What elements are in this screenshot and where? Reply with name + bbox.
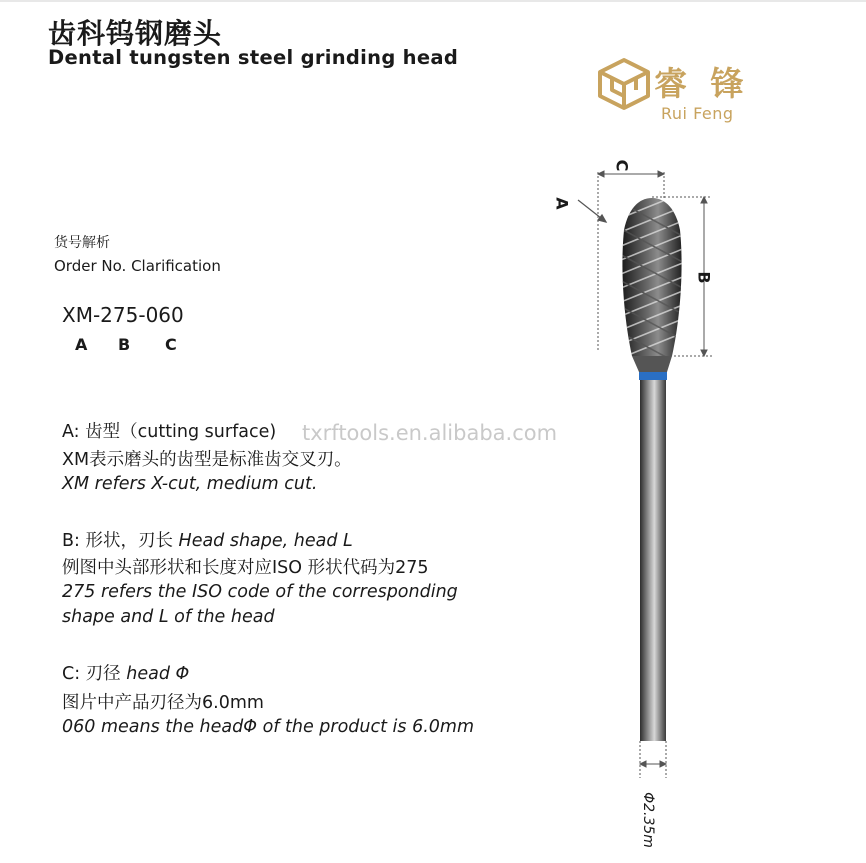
section-c-heading-cn: C: 刃径 — [62, 664, 127, 684]
model-letter-a: A — [75, 335, 88, 354]
grinding-head-diagram — [520, 150, 740, 863]
section-b-heading-cn: B: 形状，刃长 — [62, 531, 179, 551]
dim-a-pointer — [578, 200, 606, 222]
model-letter-b: B — [118, 335, 131, 354]
section-c-heading — [62, 660, 189, 685]
logo-brand-en: Rui Feng — [661, 104, 734, 123]
section-a-en: XM refers X-cut, medium cut. — [62, 474, 318, 494]
order-label-cn: 货号解析 — [54, 235, 110, 251]
section-a-cn: XM表示磨头的齿型是标准齿交叉刃。 — [62, 450, 352, 470]
dim-label-a: A — [552, 197, 572, 210]
section-c-cn: 图片中产品刃径为6.0mm — [62, 693, 264, 713]
dim-label-b: B — [694, 271, 714, 284]
section-c-heading-en: head Φ — [126, 664, 190, 684]
model-number: XM-275-060 — [62, 303, 184, 327]
section-b-en-2: shape and L of the head — [62, 607, 275, 627]
section-a-heading: A: 齿型（cutting surface) — [62, 422, 277, 442]
dim-shank-lines — [640, 741, 666, 778]
page-title-cn: 齿科钨钢磨头 — [48, 17, 223, 50]
model-letter-c: C — [165, 335, 177, 354]
neck — [632, 356, 672, 372]
section-c-en: 060 means the headΦ of the product is 6.0mm — [62, 717, 475, 737]
watermark-text: txrftools.en.alibaba.com — [302, 421, 558, 445]
section-b-en-1: 275 refers the ISO code of the corresponding — [62, 582, 458, 602]
section-b-heading-en: Head shape, head L — [178, 531, 353, 551]
order-label-en: Order No. Clarification — [54, 257, 221, 275]
section-b-heading — [62, 527, 353, 552]
logo-brand-cn: 睿 锋 — [654, 64, 750, 103]
burr-head — [622, 198, 681, 356]
dim-label-c: C — [612, 159, 632, 172]
section-b-cn: 例图中头部形状和长度对应ISO 形状代码为275 — [62, 558, 429, 578]
page-title-en: Dental tungsten steel grinding head — [48, 46, 459, 69]
blue-band — [639, 372, 667, 380]
top-divider — [0, 0, 866, 2]
shank-diameter-label: Φ2.35m — [639, 792, 656, 848]
shank — [640, 356, 666, 741]
rui-feng-logo-icon — [596, 56, 652, 112]
